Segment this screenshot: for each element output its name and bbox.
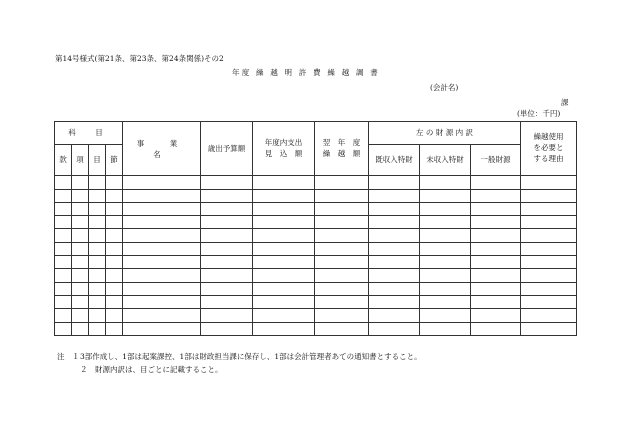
table-cell: [123, 309, 201, 322]
table-cell: [369, 295, 420, 308]
table-cell: [253, 216, 315, 229]
table-cell: [369, 189, 420, 202]
nendo-header: [253, 122, 315, 176]
department-label: 課: [561, 98, 569, 107]
table-cell: [55, 256, 72, 269]
table-cell: [55, 322, 72, 335]
table-cell: [201, 269, 253, 282]
table-cell: [253, 256, 315, 269]
table-cell: [201, 189, 253, 202]
table-cell: [106, 282, 123, 295]
table-cell: [471, 322, 521, 335]
table-cell: [521, 309, 577, 322]
table-row: [55, 229, 577, 242]
table-cell: [201, 242, 253, 255]
nendo-header-line2: 見 込 額: [264, 148, 303, 158]
table-row: [55, 295, 577, 308]
table-cell: [253, 229, 315, 242]
kishunyu-header: 既収入特財: [369, 144, 420, 176]
ippan-header: 一般財源: [471, 144, 521, 176]
table-cell: [420, 216, 471, 229]
table-cell: [253, 282, 315, 295]
table-row: [55, 242, 577, 255]
table-cell: [420, 269, 471, 282]
page-title: 年度 繰 越 明 許 費 繰 越 調 書: [232, 68, 380, 77]
table-row: [55, 189, 577, 202]
table-cell: [420, 176, 471, 189]
saishutsu-header: 歳出予算額: [201, 122, 253, 176]
table-cell: [315, 216, 369, 229]
table-row: [55, 176, 577, 189]
table-cell: [201, 176, 253, 189]
table-cell: [89, 295, 106, 308]
table-cell: [420, 295, 471, 308]
table-cell: [369, 202, 420, 215]
table-cell: [315, 282, 369, 295]
table-cell: [369, 216, 420, 229]
table-row: [55, 269, 577, 282]
table-cell: [123, 282, 201, 295]
table-row: [55, 216, 577, 229]
table-row: [55, 309, 577, 322]
table-cell: [89, 216, 106, 229]
table-cell: [471, 269, 521, 282]
table-cell: [369, 309, 420, 322]
table-cell: [72, 176, 89, 189]
table-cell: [420, 282, 471, 295]
table-cell: [72, 322, 89, 335]
table-row: [55, 322, 577, 335]
table-cell: [315, 176, 369, 189]
table-cell: [106, 322, 123, 335]
table-cell: [521, 269, 577, 282]
table-cell: [89, 176, 106, 189]
table-cell: [253, 202, 315, 215]
table-cell: [521, 322, 577, 335]
carryover-table: [54, 121, 577, 336]
table-cell: [123, 269, 201, 282]
unit-label: (単位：千円): [517, 109, 561, 118]
table-cell: [521, 295, 577, 308]
table-cell: [521, 202, 577, 215]
riyu-header: [521, 122, 577, 176]
table-cell: [201, 282, 253, 295]
table-cell: [471, 295, 521, 308]
table-cell: [89, 309, 106, 322]
table-cell: [72, 189, 89, 202]
mishunyu-header: 未収入特財: [420, 144, 471, 176]
table-cell: [521, 216, 577, 229]
table-cell: [106, 229, 123, 242]
table-cell: [521, 242, 577, 255]
table-cell: [315, 256, 369, 269]
table-cell: [369, 176, 420, 189]
table-row: [55, 256, 577, 269]
table-cell: [369, 282, 420, 295]
account-name-label: (会計名): [430, 83, 459, 92]
moku-header: 目: [89, 144, 106, 176]
table-cell: [315, 189, 369, 202]
table-cell: [420, 189, 471, 202]
nendo-header-line1: 年度内支出: [264, 137, 303, 147]
table-cell: [123, 322, 201, 335]
table-cell: [55, 176, 72, 189]
table-cell: [55, 189, 72, 202]
table-cell: [369, 256, 420, 269]
table-cell: [521, 282, 577, 295]
table-cell: [201, 229, 253, 242]
table-cell: [89, 189, 106, 202]
table-cell: [420, 309, 471, 322]
table-cell: [471, 242, 521, 255]
zaigen-header: 左 の 財 源 内 訳: [369, 122, 521, 145]
table-cell: [253, 269, 315, 282]
table-cell: [106, 256, 123, 269]
table-cell: [89, 229, 106, 242]
table-cell: [521, 189, 577, 202]
table-cell: [55, 295, 72, 308]
table-cell: [253, 189, 315, 202]
table-cell: [89, 242, 106, 255]
note-line-2: ２ 財源内訳は、目ごとに記載すること。: [80, 365, 223, 374]
table-cell: [55, 229, 72, 242]
table-cell: [471, 176, 521, 189]
riyu-header-line1: 繰越使用: [533, 132, 564, 142]
table-cell: [420, 242, 471, 255]
table-cell: [123, 202, 201, 215]
table-cell: [55, 202, 72, 215]
table-cell: [106, 242, 123, 255]
yokunen-header-line2: 繰 越 額: [322, 148, 361, 158]
table-cell: [72, 256, 89, 269]
jigyo-header: 事 業 名: [123, 122, 201, 176]
table-cell: [123, 216, 201, 229]
table-cell: [471, 216, 521, 229]
table-cell: [315, 309, 369, 322]
table-cell: [201, 309, 253, 322]
table-cell: [72, 202, 89, 215]
table-cell: [253, 295, 315, 308]
table-cell: [521, 229, 577, 242]
table-cell: [106, 269, 123, 282]
table-cell: [106, 216, 123, 229]
note-prefix: 注 １: [57, 352, 80, 361]
table-cell: [55, 309, 72, 322]
table-cell: [123, 189, 201, 202]
table-cell: [315, 322, 369, 335]
table-cell: [369, 242, 420, 255]
kamoku-header: 科 目: [55, 122, 123, 145]
table-cell: [201, 322, 253, 335]
riyu-header-line3: する理由: [533, 154, 564, 164]
table-cell: [123, 242, 201, 255]
yokunen-header-line1: 翌 年 度: [322, 137, 361, 147]
table-cell: [471, 282, 521, 295]
table-cell: [72, 269, 89, 282]
form-id: 第14号様式(第21条、第23条、第24条関係)その2: [55, 54, 224, 63]
table-cell: [201, 295, 253, 308]
table-cell: [123, 295, 201, 308]
table-cell: [55, 282, 72, 295]
table-cell: [471, 189, 521, 202]
table-cell: [106, 176, 123, 189]
table-cell: [55, 242, 72, 255]
table-cell: [123, 229, 201, 242]
table-cell: [55, 269, 72, 282]
table-cell: [521, 256, 577, 269]
note-line-1: 3部作成し、1部は起案課控、1部は財政担当課に保存し、1部は会計管理者あての通知書とすること。: [80, 352, 422, 361]
setsu-header: 節: [106, 144, 123, 176]
table-cell: [123, 176, 201, 189]
table-cell: [471, 229, 521, 242]
table-cell: [315, 269, 369, 282]
table-cell: [420, 322, 471, 335]
table-cell: [471, 202, 521, 215]
kou-header: 項: [72, 144, 89, 176]
table-row: [55, 282, 577, 295]
table-cell: [253, 322, 315, 335]
table-cell: [420, 229, 471, 242]
table-cell: [369, 269, 420, 282]
table-cell: [89, 202, 106, 215]
table-cell: [201, 256, 253, 269]
table-cell: [89, 282, 106, 295]
table-cell: [72, 229, 89, 242]
table-cell: [315, 242, 369, 255]
table-cell: [106, 309, 123, 322]
table-cell: [420, 256, 471, 269]
table-cell: [72, 295, 89, 308]
table-cell: [201, 202, 253, 215]
table-cell: [253, 309, 315, 322]
table-row: [55, 202, 577, 215]
table-cell: [471, 309, 521, 322]
table-cell: [72, 216, 89, 229]
table-cell: [315, 229, 369, 242]
table-cell: [315, 295, 369, 308]
riyu-header-line2: を必要と: [533, 143, 564, 153]
table-cell: [471, 256, 521, 269]
table-cell: [201, 216, 253, 229]
table-cell: [369, 229, 420, 242]
table-cell: [55, 216, 72, 229]
table-cell: [106, 295, 123, 308]
table-cell: [106, 202, 123, 215]
table-cell: [106, 189, 123, 202]
yokunen-header: [315, 122, 369, 176]
table-cell: [315, 202, 369, 215]
table-cell: [89, 256, 106, 269]
table-cell: [89, 269, 106, 282]
table-cell: [369, 322, 420, 335]
table-cell: [420, 202, 471, 215]
table-cell: [72, 309, 89, 322]
table-cell: [89, 322, 106, 335]
kan-header: 款: [55, 144, 72, 176]
table-cell: [123, 256, 201, 269]
table-cell: [253, 242, 315, 255]
table-cell: [72, 242, 89, 255]
table-cell: [253, 176, 315, 189]
table-cell: [521, 176, 577, 189]
table-cell: [72, 282, 89, 295]
